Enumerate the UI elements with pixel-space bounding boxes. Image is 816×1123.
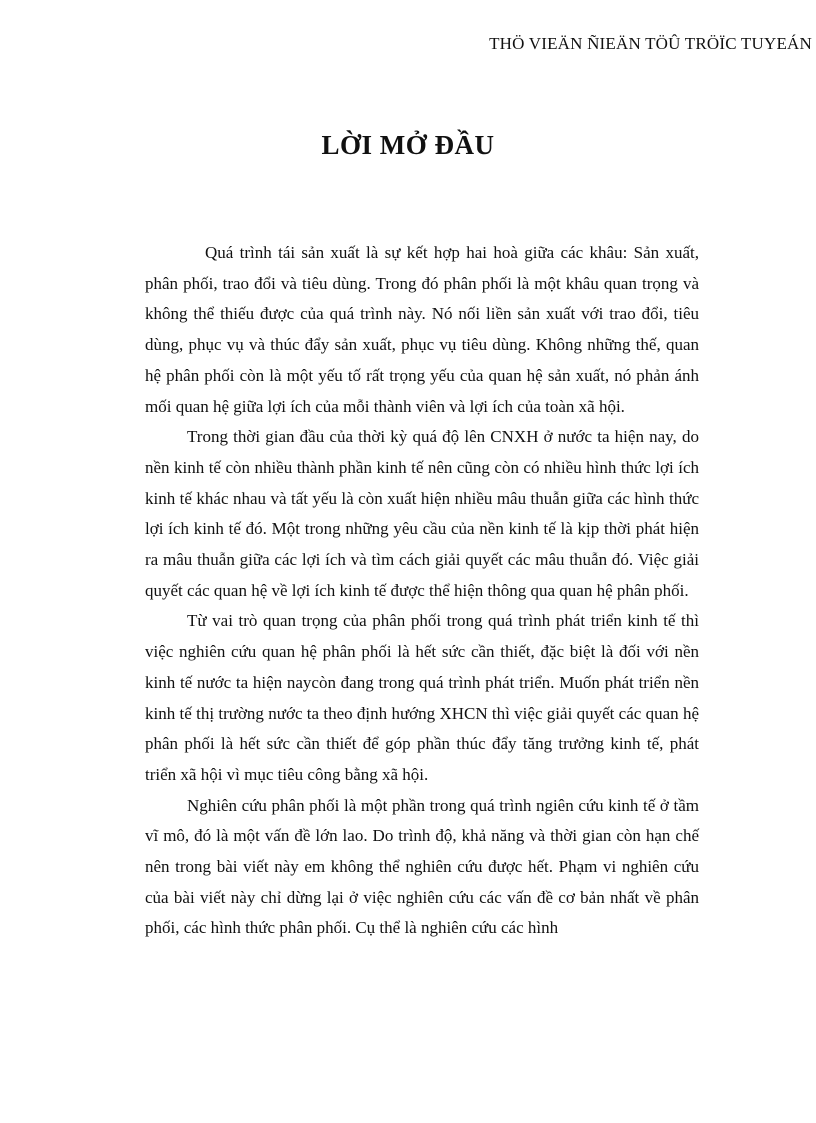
running-header: THÖ VIEÄN ÑIEÄN TÖÛ TRÖÏC TUYEÁN (489, 34, 812, 53)
paragraph-3: Từ vai trò quan trọng của phân phối trong quá trình phát triển kinh tế thì việc nghiên cứu quan hệ phân phối là hết sức cần thiết, đặc biệt là đối với nền kinh tế nước ta hiện naycòn đang trong quá trình phát triển. Muốn phát triển nền kinh tế thị trường nước ta theo định hướng XHCN thì việc giải quyết các quan hệ phân phối là hết sức cần thiết để góp phần thúc đẩy tăng trưởng kinh tế, phát triển xã hội vì mục tiêu công bằng xã hội. (145, 611, 699, 784)
paragraph-2: Trong thời gian đầu của thời kỳ quá độ lên CNXH ở nước ta hiện nay, do nền kinh tế còn nhiều thành phần kinh tế nên cũng còn có nhiều hình thức lợi ích kinh tế khác nhau và tất yếu là còn xuất hiện nhiều mâu thuẫn giữa các hình thức lợi ích kinh tế đó. Một trong những yêu cầu của nền kinh tế là kịp thời phát hiện ra mâu thuẫn giữa các lợi ích và tìm cách giải quyết các mâu thuẫn đó. Việc giải quyết các quan hệ về lợi ích kinh tế được thể hiện thông qua quan hệ phân phối. (145, 427, 699, 600)
body-text (145, 238, 699, 944)
paragraph-4: Nghiên cứu phân phối là một phần trong quá trình ngiên cứu kinh tế ở tầm vĩ mô, đó là một vấn đề lớn lao. Do trình độ, khả năng và thời gian còn hạn chế nên trong bài viết này em không thể nghiên cứu được hết. Phạm vi nghiên cứu của bài viết này chỉ dừng lại ở việc nghiên cứu các vấn đề cơ bản nhất về phân phối, các hình thức phân phối. Cụ thể là nghiên cứu các hình (145, 795, 699, 938)
page-title: LỜI MỞ ĐẦU (321, 130, 495, 160)
paragraph-1: Quá trình tái sản xuất là sự kết hợp hai hoà giữa các khâu: Sản xuất, phân phối, trao đổi và tiêu dùng. Trong đó phân phối là một khâu quan trọng và không thể thiếu được của quá trình này. Nó nối liền sản xuất với trao đổi, tiêu dùng, phục vụ và thúc đẩy sản xuất, phục vụ tiêu dùng. Không những thế, quan hệ phân phối còn là một yếu tố rất trọng yếu của quan hệ sản xuất, nó phản ánh mối quan hệ giữa lợi ích của mỗi thành viên và lợi ích của toàn xã hội. (145, 243, 699, 416)
